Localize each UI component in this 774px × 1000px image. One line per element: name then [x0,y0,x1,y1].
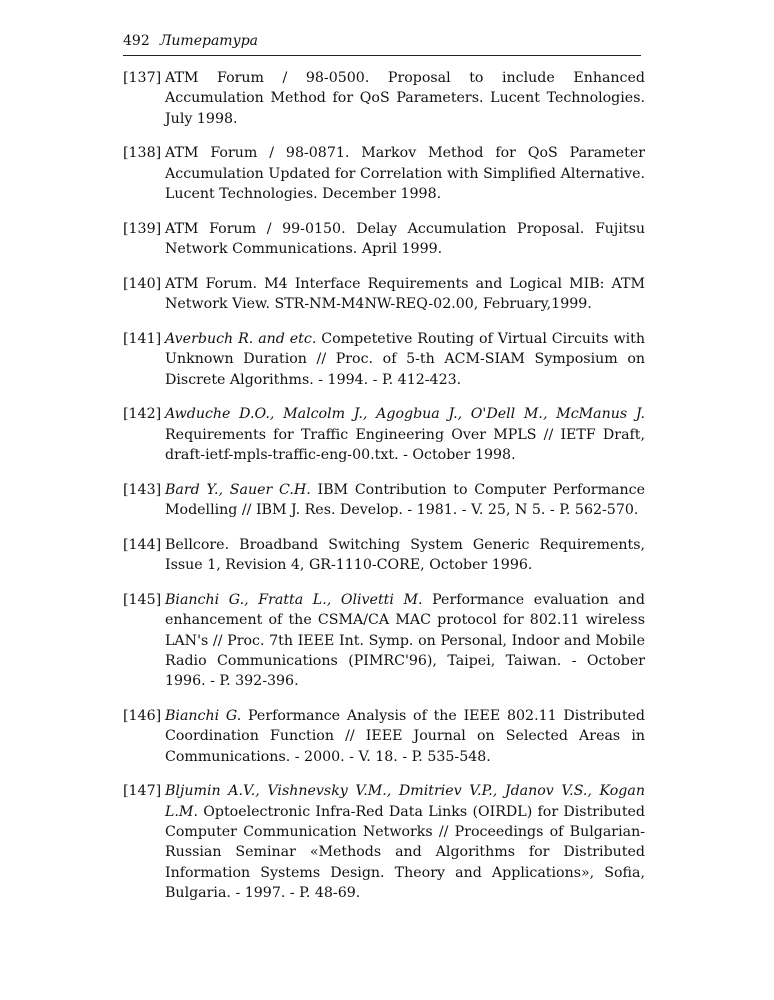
reference-item [123,781,645,903]
reference-text: IBM Contribution to Computer Performance Modelling // IBM J. Res. Develop. - 1981. - V. 25, N 5. - P. 562-570. [165,481,645,519]
reference-text: Competetive Routing of Virtual Circuits with Unknown Duration // Proc. of 5-th ACM-SIAM Symposium on Discrete Algorithms. - 1994. - P. 412-423. [165,330,645,388]
reference-number: [144] [123,536,162,553]
reference-item [123,535,645,576]
reference-body [165,590,645,691]
reference-text: ATM Forum / 99-0150. Delay Accumulation Proposal. Fujitsu Network Communications. April 1999. [165,220,645,258]
reference-item [123,274,645,315]
reference-number: [145] [123,591,162,608]
reference-authors: Bljumin A.V., Vishnevsky V.M., Dmitriev V.P., Jdanov V.S., Kogan L.M. [165,783,645,820]
reference-number: [139] [123,220,162,237]
reference-authors: Bard Y., Sauer C.H. [165,481,311,498]
reference-text: Optoelectronic Infra-Red Data Links (OIRDL) for Distributed Computer Communication Networks // Proceedings of Bulgarian-Russian Seminar «Methods and Algorithms for Distributed Information Systems Design. Theory and Applications», Sofia, Bulgaria. - 1997. - P. 48-69. [165,803,646,901]
reference-item [123,706,645,767]
reference-item [123,480,645,521]
reference-text: Performance evaluation and enhancement of the CSMA/CA MAC protocol for 802.11 wireless LAN's // Proc. 7th IEEE Int. Symp. on Personal, Indoor and Mobile Radio Communications (PIMRC'96), Taipei, Taiwan. - October 1996. - P. 392-396. [165,591,645,690]
reference-authors: Bianchi G. [165,707,242,724]
reference-number: [147] [123,783,162,800]
reference-number: [137] [123,70,162,86]
reference-text: Requirements for Traffic Engineering Over MPLS // IETF Draft, draft-ietf-mpls-traffic-eng-00.txt. - October 1998. [165,426,645,463]
reference-number: [138] [123,145,162,162]
reference-text: Bellcore. Broadband Switching System Generic Requirements, Issue 1, Revision 4, GR-1110-CORE, October 1996. [165,536,645,574]
reference-item [123,68,645,129]
reference-text: ATM Forum. M4 Interface Requirements and Logical MIB: ATM Network View. STR-NM-M4NW-REQ-02.00, February,1999. [165,275,645,313]
page-number: 492 [123,33,150,49]
reference-text: ATM Forum / 98-0500. Proposal to include Enhanced Accumulation Method for QoS Parameters. Lucent Technologies. July 1998. [165,70,645,127]
reference-body [165,68,645,129]
page-header [123,33,641,56]
reference-number: [142] [123,406,162,423]
reference-item [123,329,645,390]
reference-body [165,219,645,260]
reference-list [123,68,645,918]
reference-number: [141] [123,330,162,347]
reference-authors: Averbuch R. and etc. [165,330,317,347]
page-title: Литература [159,33,259,49]
reference-number: [140] [123,275,162,292]
reference-item [123,404,645,465]
reference-item [123,219,645,260]
reference-body [165,143,645,204]
reference-body [165,706,645,767]
reference-text: ATM Forum / 98-0871. Markov Method for QoS Parameter Accumulation Updated for Correlation with Simplified Alternative. Lucent Technologies. December 1998. [165,145,645,202]
reference-authors: Bianchi G., Fratta L., Olivetti M. [165,591,423,608]
reference-body [165,274,645,315]
reference-number: [143] [123,481,162,498]
reference-text: Performance Analysis of the IEEE 802.11 Distributed Coordination Function // IEEE Journal on Selected Areas in Communications. - 2000. - V. 18. - P. 535-548. [165,707,645,765]
reference-body [165,404,645,465]
reference-item [123,590,645,691]
reference-authors: Awduche D.O., Malcolm J., Agogbua J., O'Dell M., McManus J. [165,406,645,423]
reference-body [165,329,645,390]
reference-number: [146] [123,707,162,724]
reference-item [123,143,645,204]
reference-body [165,781,645,903]
reference-body [165,535,645,576]
reference-body [165,480,645,521]
